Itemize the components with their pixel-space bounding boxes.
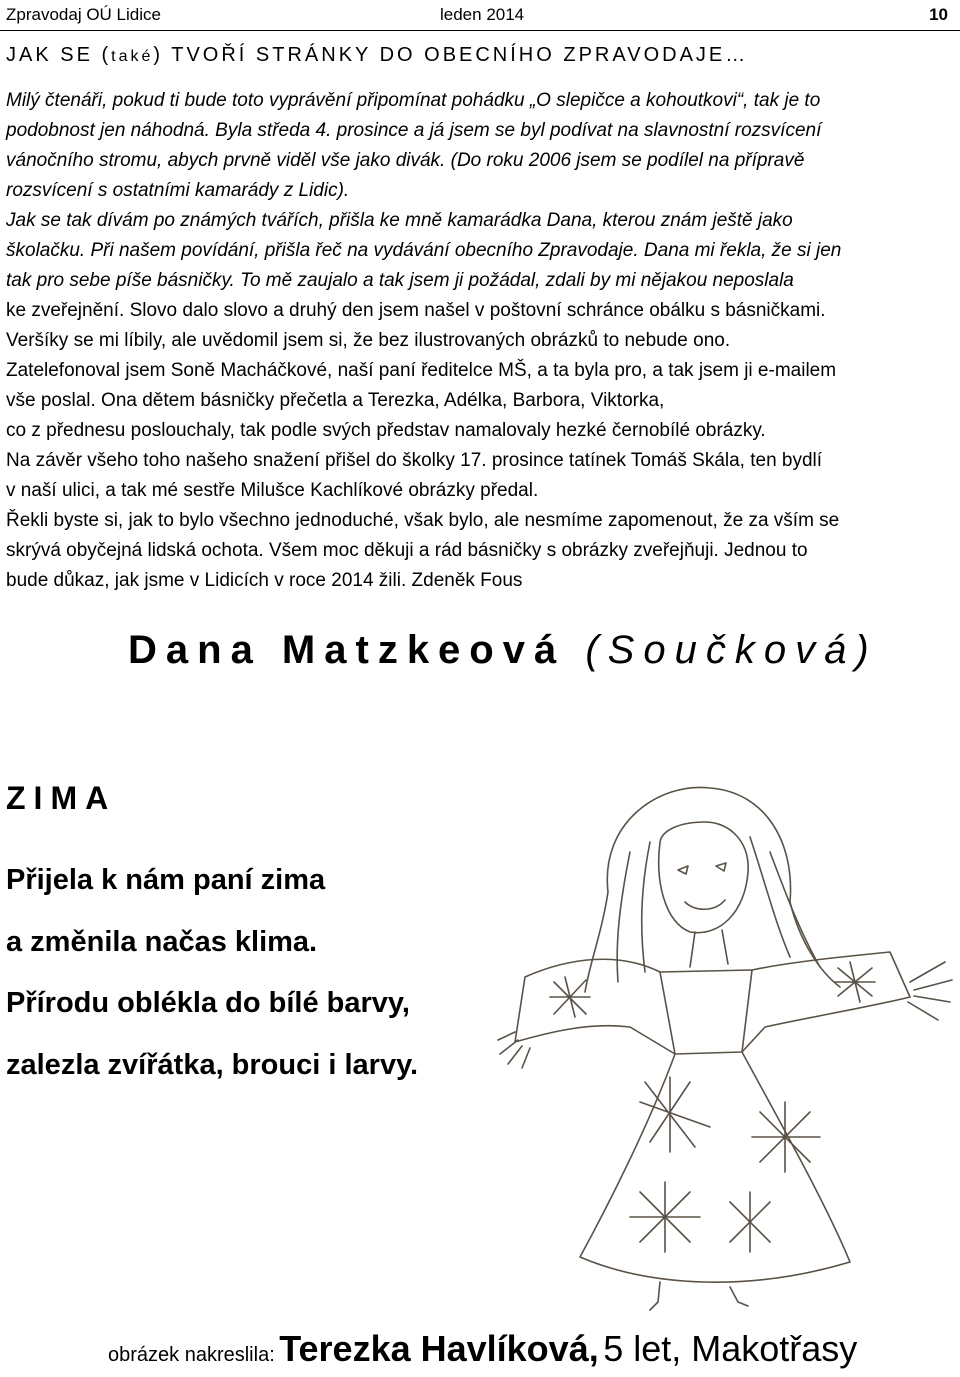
article-body (6, 86, 954, 596)
poem-line: a změnila načas klima. (6, 925, 318, 958)
drawing-left-arm (515, 959, 675, 1054)
drawing-skirt (580, 1052, 850, 1282)
author-name: Dana Matzkeová (128, 628, 566, 672)
article-line: školačku. Při našem povídání, přišla řeč na vydávání obecního Zpravodaje. Dana mi řekla, že si jen (6, 240, 842, 261)
page-header (0, 0, 960, 31)
article-line: Zatelefonoval jsem Soně Macháčkové, naší paní ředitelce MŠ, a ta byla pro, a tak jsem ji e-mailem (6, 360, 837, 381)
drawing-right-arm (742, 952, 910, 1052)
article-line: rozsvícení s ostatními kamarády z Lidic). (6, 180, 350, 201)
drawing-bodice (660, 970, 752, 1054)
poem-line: Přijela k nám paní zima (6, 864, 326, 896)
article-line: skrývá obyčejná lidská ochota. Všem moc děkuji a rád básničky s obrázky zveřejňuji. Jednou to (6, 540, 808, 561)
article-line: bude důkaz, jak jsme v Lidicích v roce 2014 žili. Zdeněk Fous (6, 570, 523, 591)
article-line: v naší ulici, a tak mé sestře Milušce Kachlíkové obrázky předal. (6, 480, 539, 501)
author-maiden-name: (Součková) (585, 628, 878, 672)
drawing-neck (690, 930, 728, 967)
article-line: podobnost jen náhodná. Byla středa 4. prosince a já jsem se byl podívat na slavnostní rozsvícení (6, 120, 822, 141)
poem-author (128, 628, 878, 673)
drawing-hair-strands (617, 837, 820, 982)
publication-name: Zpravodaj OÚ Lidice (6, 5, 161, 24)
article-line: Na závěr všeho toho našeho snažení přišel do školky 17. prosince tatínek Tomáš Skála, ten bydlí (6, 450, 823, 471)
poem-line: zalezla zvířátka, brouci i larvy. (6, 1048, 419, 1081)
drawing-right-hand (908, 962, 952, 1020)
drawing-eyes (678, 863, 726, 874)
title-part-2: také (111, 48, 154, 65)
drawing-snowflake-skirt-bottom (630, 1182, 770, 1252)
drawing-snowflake-left-sleeve (550, 977, 590, 1017)
drawing-left-hand (498, 1032, 530, 1068)
article-line: co z přednesu poslouchaly, tak podle svých představ namalovaly hezké černobílé obrázky. (6, 420, 766, 441)
article-line: Jak se tak dívám po známých tvářích, přišla ke mně kamarádka Dana, kterou znám ještě jako (6, 210, 793, 231)
caption-artist: Terezka Havlíková, (279, 1328, 599, 1369)
article-line: tak pro sebe píše básničky. To mě zaujalo a tak jsem ji požádal, zdali by mi nějakou neposlala (6, 270, 794, 291)
drawing-mouth (685, 900, 725, 909)
caption-details: 5 let, Makotřasy (603, 1328, 858, 1369)
article-line: vše poslal. Ona dětem básničky přečetla a Terezka, Adélka, Barbora, Viktorka, (6, 390, 665, 411)
drawing-caption (108, 1328, 857, 1370)
title-part-1: JAK SE ( (6, 44, 112, 66)
title-part-3: ) TVOŘÍ STRÁNKY DO OBECNÍHO ZPRAVODAJE… (153, 44, 749, 66)
article-title (6, 44, 748, 67)
page-number: 10 (929, 5, 948, 24)
drawing-snowflake-skirt-right (752, 1102, 820, 1172)
article-line: Milý čtenáři, pokud ti bude toto vyprávění připomínat pohádku „O slepičce a kohoutkovi“, tak je to (6, 90, 821, 111)
issue-date: leden 2014 (440, 5, 525, 24)
article-line: ke zveřejnění. Slovo dalo slovo a druhý den jsem našel v poštovní schránce obálku s básničkami. (6, 300, 826, 321)
drawing-snowflake-right-sleeve (835, 962, 875, 1002)
drawing-face (659, 822, 748, 933)
article-line: Veršíky se mi líbily, ale uvědomil jsem si, že bez ilustrovaných obrázků to nebude ono. (6, 330, 731, 351)
poem-verses (6, 864, 418, 1110)
article-line: vánočního stromu, abych prvně viděl vše jako divák. (Do roku 2006 jsem se podílel na přípravě (6, 150, 805, 171)
caption-label: obrázek nakreslila: (108, 1344, 275, 1366)
drawing-feet (650, 1282, 748, 1310)
article-line: Řekli byste si, jak to bylo všechno jednoduché, však bylo, ale nesmíme zapomenout, že za vším se (6, 510, 840, 531)
poem-line: Přírodu oblékla do bílé barvy, (6, 987, 410, 1019)
child-drawing-winter-lady (490, 782, 960, 1312)
poem-title: ZIMA (6, 780, 117, 816)
